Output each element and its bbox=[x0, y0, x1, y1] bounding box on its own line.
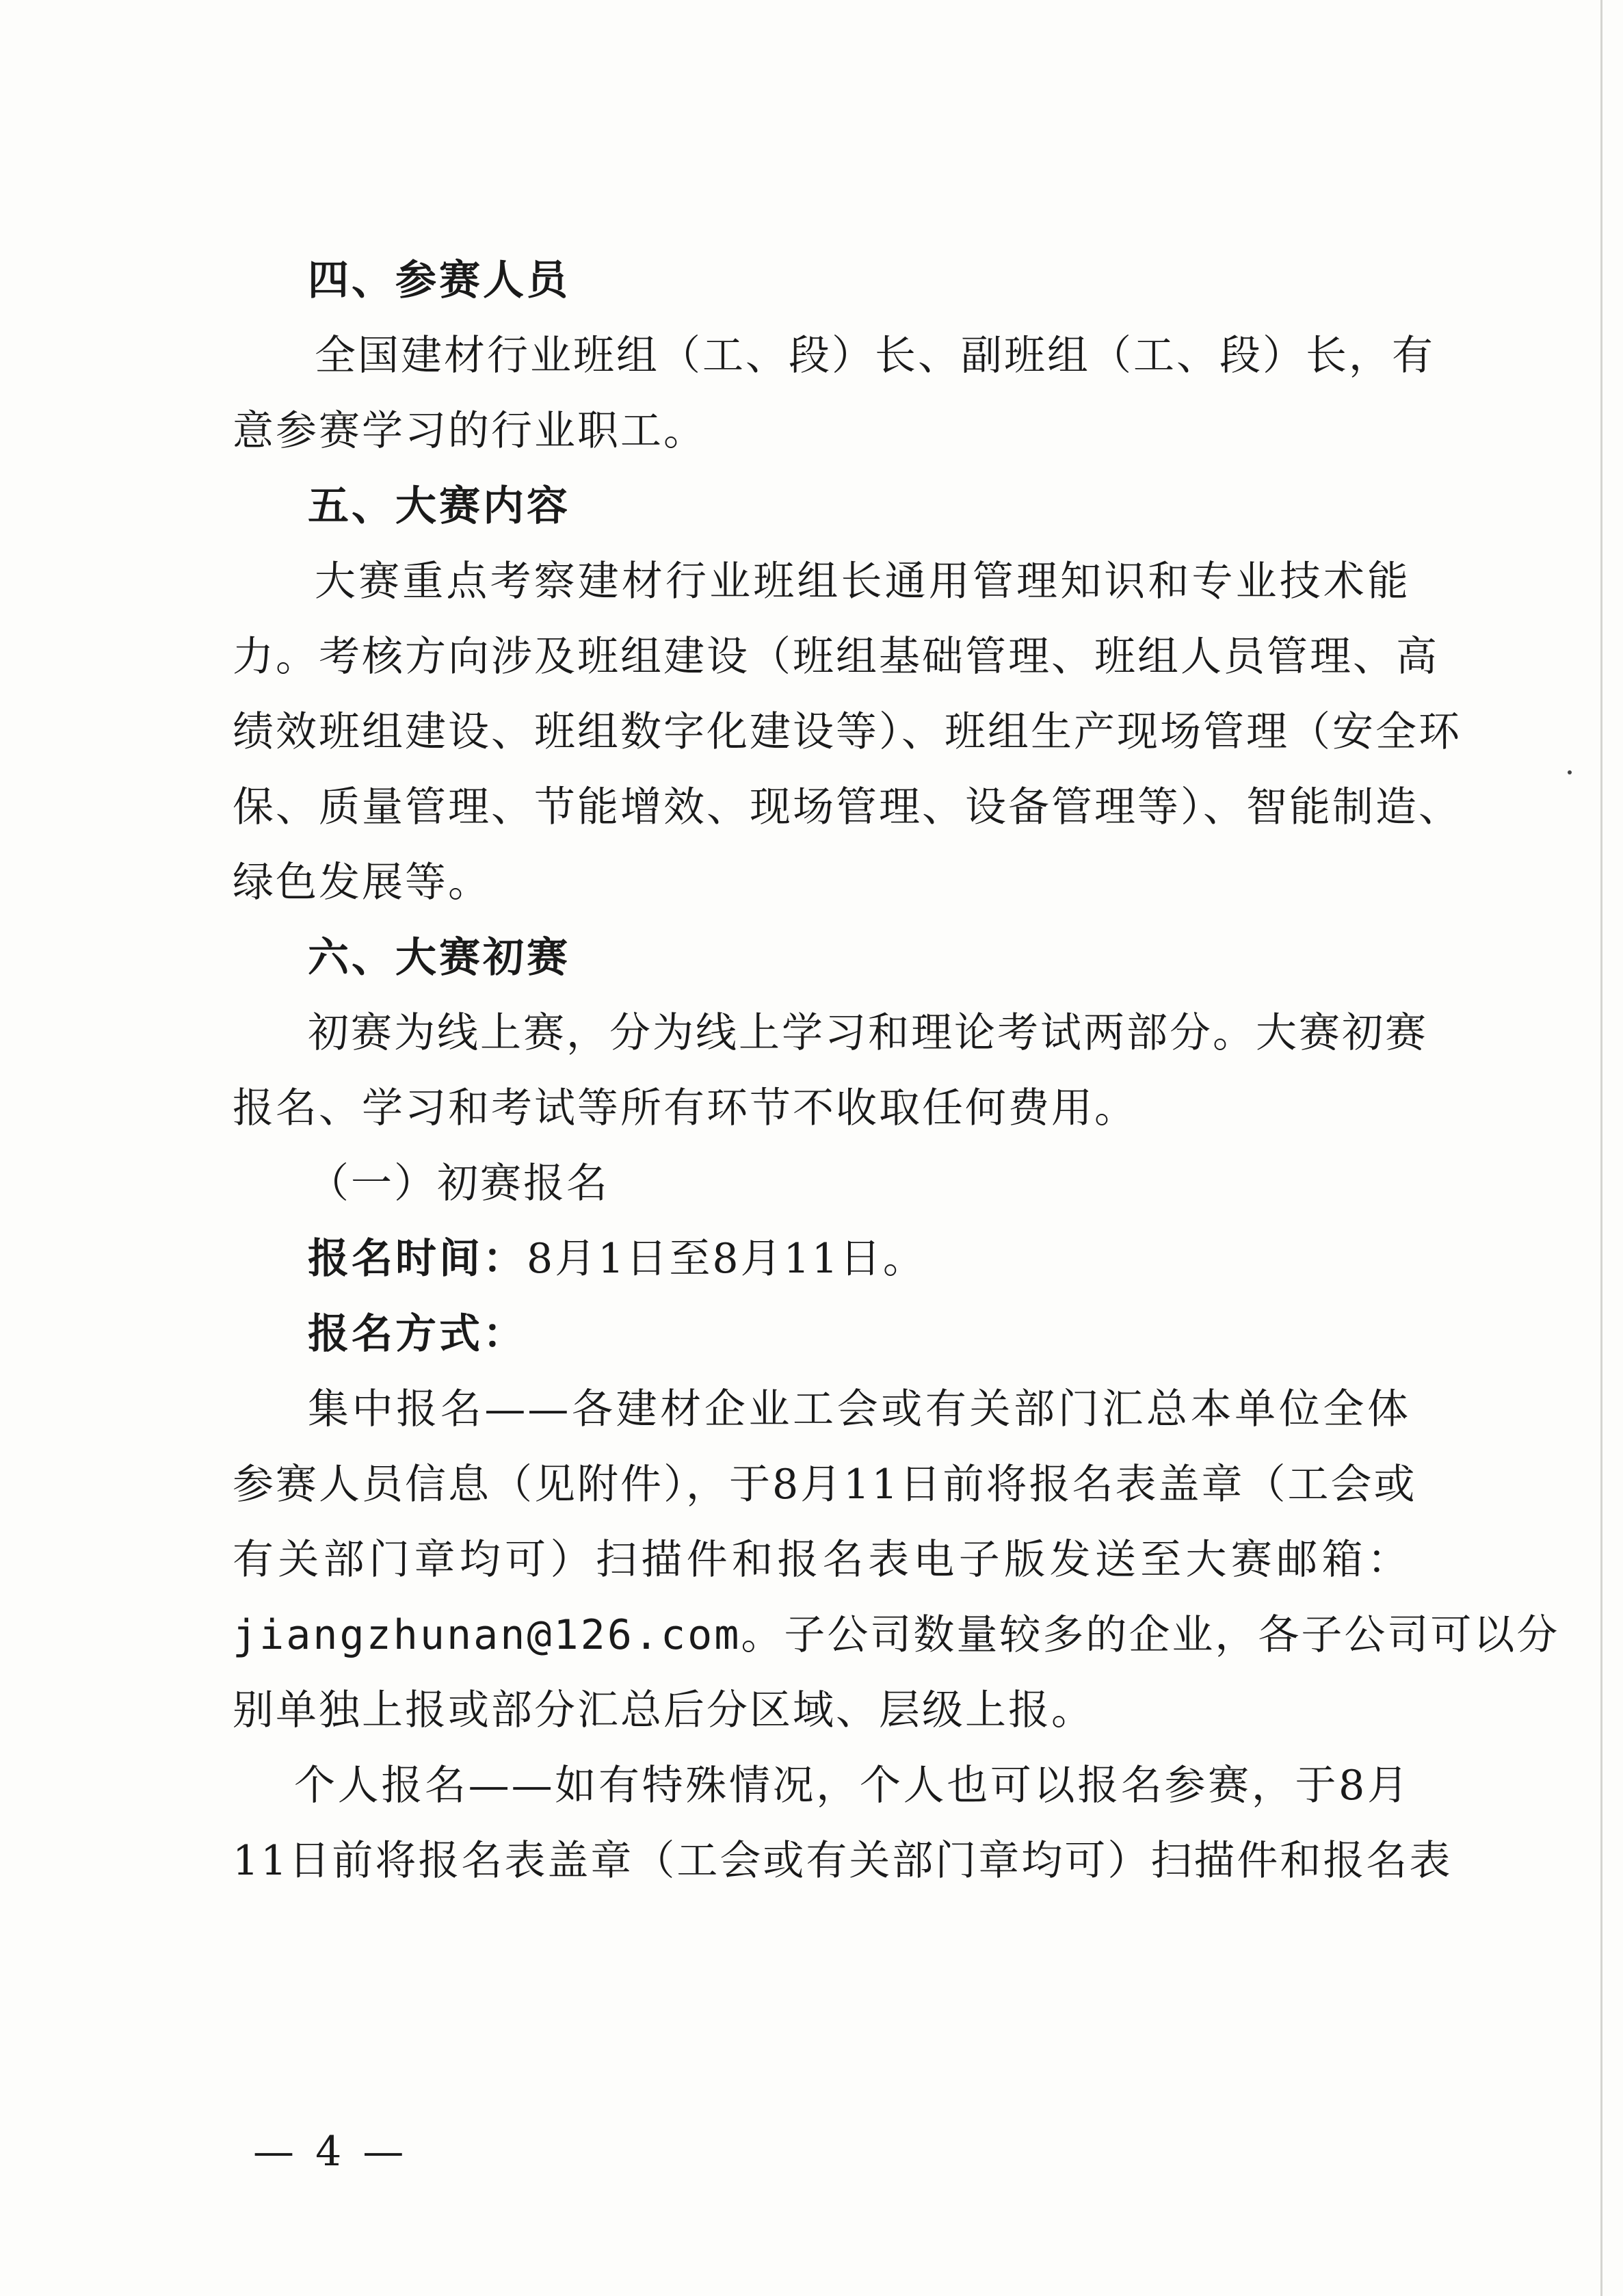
paragraph-line: 力。考核方向涉及班组建设（班组基础管理、班组人员管理、高 bbox=[233, 633, 1439, 681]
paragraph-line: 绩效班组建设、班组数字化建设等）、班组生产现场管理（安全环 bbox=[233, 708, 1462, 756]
paragraph-line-email bbox=[233, 1608, 1559, 1662]
section-heading-participants: 四、参赛人员 bbox=[308, 257, 570, 304]
paragraph-line: 有关部门章均可）扫描件和报名表电子版发送至大赛邮箱： bbox=[233, 1536, 1410, 1584]
paragraph-text: 。子公司数量较多的企业，各子公司可以分 bbox=[741, 1611, 1560, 1659]
scan-speck bbox=[1568, 770, 1572, 774]
registration-time-value: 8月1日至8月11日。 bbox=[527, 1235, 926, 1283]
contest-email: jiangzhunan@126.com bbox=[233, 1611, 741, 1659]
registration-time-label: 报名时间： bbox=[308, 1235, 527, 1283]
paragraph-line: 意参赛学习的行业职工。 bbox=[233, 407, 707, 455]
paragraph-line: 绿色发展等。 bbox=[233, 859, 491, 906]
paragraph-line: 个人报名——如有特殊情况，个人也可以报名参赛，于8月 bbox=[294, 1762, 1410, 1810]
paragraph-line: 别单独上报或部分汇总后分区域、层级上报。 bbox=[233, 1686, 1094, 1734]
page-edge-line bbox=[1600, 0, 1602, 2296]
registration-time bbox=[308, 1231, 926, 1286]
section-heading-preliminary: 六、大赛初赛 bbox=[308, 934, 570, 982]
paragraph-line: 全国建材行业班组（工、段）长、副班组（工、段）长，有 bbox=[315, 332, 1435, 380]
paragraph-line: 11日前将报名表盖章（工会或有关部门章均可）扫描件和报名表 bbox=[233, 1837, 1453, 1885]
paragraph-line: 参赛人员信息（见附件），于8月11日前将报名表盖章（工会或 bbox=[233, 1461, 1417, 1509]
subsection-heading-registration: （一）初赛报名 bbox=[308, 1160, 609, 1208]
paragraph-line: 大赛重点考察建材行业班组长通用管理知识和专业技术能 bbox=[315, 558, 1410, 605]
page-number: — 4 — bbox=[253, 2128, 408, 2176]
registration-method-label: 报名方式： bbox=[308, 1310, 527, 1358]
paragraph-line: 保、质量管理、节能增效、现场管理、设备管理等）、智能制造、 bbox=[233, 783, 1462, 831]
paragraph-line: 初赛为线上赛，分为线上学习和理论考试两部分。大赛初赛 bbox=[308, 1009, 1428, 1057]
paragraph-line: 报名、学习和考试等所有环节不收取任何费用。 bbox=[233, 1084, 1137, 1132]
paragraph-line: 集中报名——各建材企业工会或有关部门汇总本单位全体 bbox=[308, 1385, 1410, 1433]
section-heading-content: 五、大赛内容 bbox=[308, 482, 570, 530]
